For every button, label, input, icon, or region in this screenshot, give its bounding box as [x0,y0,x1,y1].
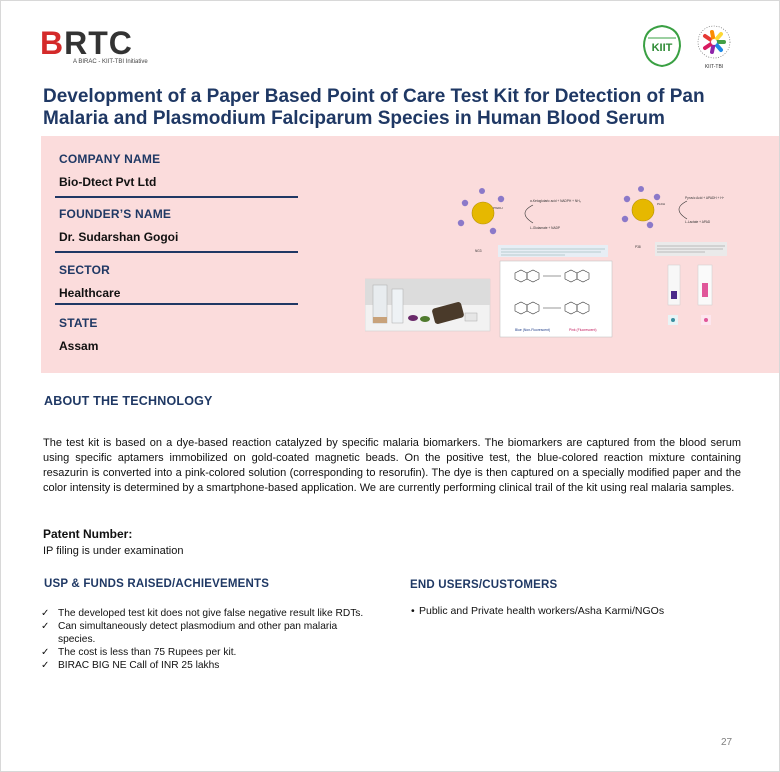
company-name-label: COMPANY NAME [59,152,161,166]
usp-heading: USP & FUNDS RAISED/ACHIEVEMENTS [44,578,270,590]
page-title: Development of a Paper Based Point of Care Test Kit for Detection of Pan Malaria and Plasmodium Falciparum Species in Human Blood Serum [43,86,705,129]
founder-divider [55,251,298,253]
usp-item: ✓ The developed test kit does not give false negative result like RDTs. [41,608,364,619]
end-users-list [411,605,741,618]
usp-item: ✓ The cost is less than 75 Rupees per kit. [41,647,237,658]
kiit-logo-text: KIIT [651,42,673,54]
checkmark-icon: ✓ [41,608,50,619]
pink-dye-label: Pink (Fluorescent) [569,328,597,332]
dye-structures [500,261,612,337]
company-divider [55,196,298,198]
gdh-reaction-diagram [458,188,608,257]
about-heading: ABOUT THE TECHNOLOGY [44,394,213,408]
paper-strip-results [668,265,712,325]
bullet-icon: • [411,605,415,617]
about-paragraph: The test kit is based on a dye-based reaction catalyzed by specific malaria biomarkers. The biomarkers are captured from the blood serum using specific aptamers immobilized on gold-coated magnetic beads. On the positive test, the blue-colored reaction mixture containing resazurin is converted into a pink-colored solution (corresponding to resorufin). The dye is then captured on a specially modified paper and the color intensity is determined by a smartphone-based application. We are currently performing clinical trail of the kit using real malaria samples. [43,437,741,494]
end-user-item: • Public and Private health workers/Asha Karmi/NGOs [411,605,665,617]
page-number: 27 [721,737,733,748]
brtc-logo [40,26,150,68]
rxn1-enzyme-label: PfGDH [493,206,503,210]
state-label: STATE [59,316,98,330]
usp-item: ✓ Can simultaneously detect plasmodium and other pan malaria species. [41,621,338,645]
founder-name-label: FOUNDER’S NAME [59,207,172,221]
company-name-value: Bio-Dtect Pvt Ltd [59,175,157,189]
state-value: Assam [59,339,99,353]
sector-divider [55,303,298,305]
kiit-tbi-text: KIIT-TBI [704,64,724,70]
sector-label: SECTOR [59,263,110,277]
p38-label: P38 [635,245,641,249]
blue-dye-label: Blue (Non-Fluorescent) [515,328,551,332]
usp-item: ✓ BIRAC BIG NE Call of INR 25 lakhs [41,660,220,671]
brtc-wordmark: BRTC [40,25,133,61]
end-users-heading: END USERS/CUSTOMERS [410,579,558,591]
vials-photo [365,279,490,331]
rxn2-top-label: Pyruvic Acid + APADH + H⁺ [685,196,725,200]
technology-figures [365,175,745,340]
rxn1-bottom-label: L-Glutamate + NADP [530,226,561,230]
kiit-tbi-logos [640,20,740,72]
pldh-reaction-diagram [622,186,727,256]
founder-name-value: Dr. Sudarshan Gogoi [59,230,179,244]
rxn2-enzyme-label: PLDH [657,202,666,206]
usp-list [41,607,371,672]
sector-value: Healthcare [59,286,121,300]
checkmark-icon: ✓ [41,647,50,658]
checkmark-icon: ✓ [41,660,50,671]
kiit-logo-graphic [640,20,740,72]
patent-value: IP filing is under examination [43,545,184,557]
checkmark-icon: ✓ [41,621,50,632]
rxn1-top-label: α-Ketoglutaric acid + NADPH + NH₃ [530,199,581,203]
rxn2-bottom-label: L-Lactate + APAD [685,220,711,224]
patent-heading: Patent Number: [43,527,133,541]
ng3-label: NG3 [475,249,482,253]
brtc-tagline: A BIRAC - KIIT-TBI Initiative [73,59,148,65]
